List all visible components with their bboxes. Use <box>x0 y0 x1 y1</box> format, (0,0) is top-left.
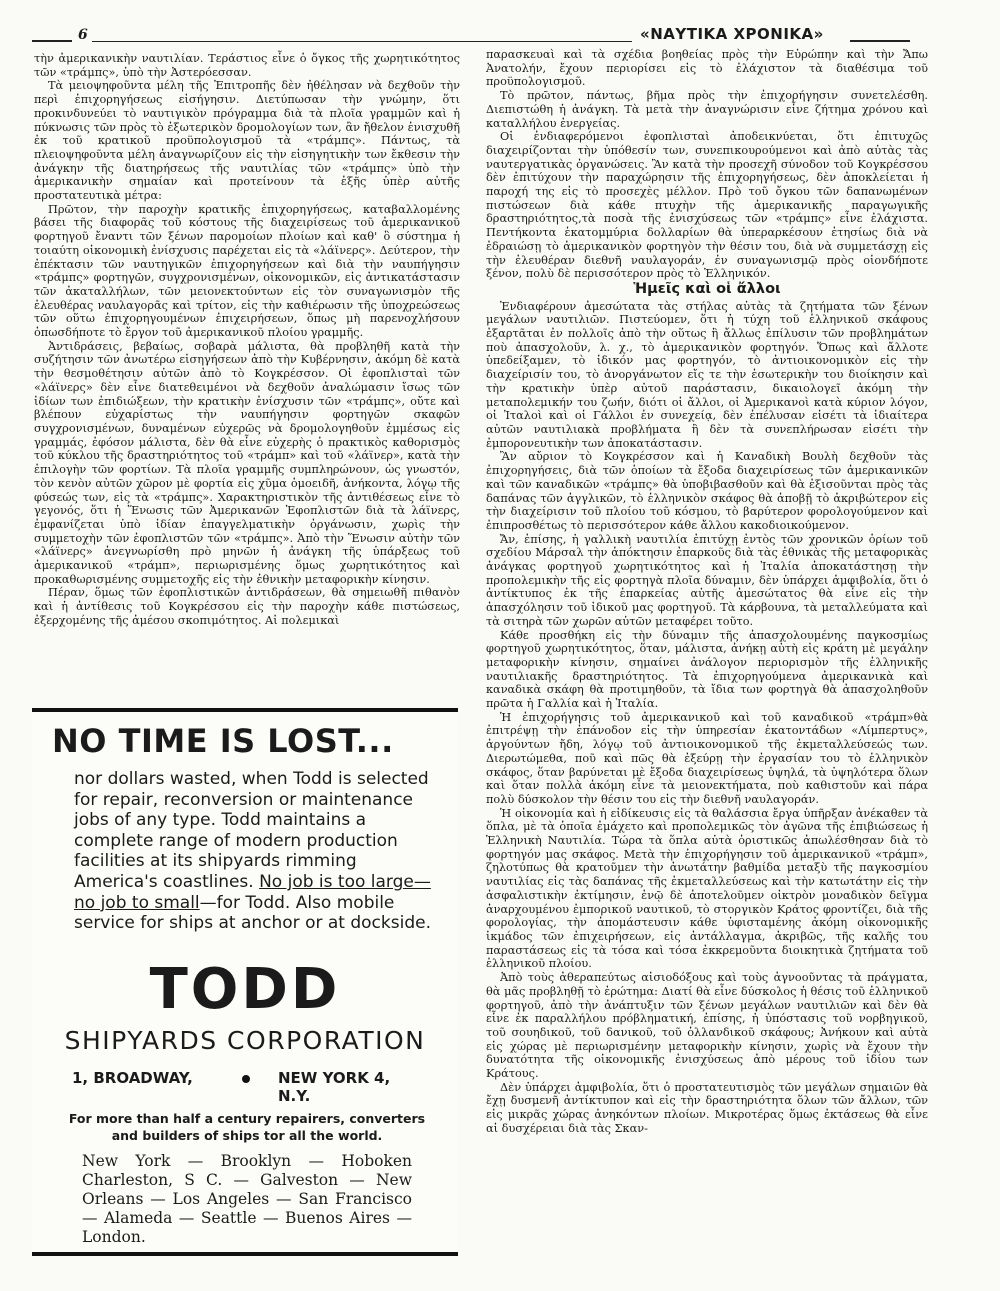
ad-company-name: SHIPYARDS CORPORATION <box>64 1026 426 1055</box>
article-paragraph: Τὸ πρῶτον, πάντως, βῆμα πρὸς τὴν ἐπιχορήγησιν συνετελέσθη. Διεπιστώθη ἡ ἀνάγκη. Τὰ μετὰ τὴν ἀναγνώρισιν εἶνε ζήτημα χρόνου καὶ καταλλήλου ἐνεργείας. <box>486 89 928 130</box>
ad-brand-logo: TODD <box>149 957 341 1022</box>
left-article-column <box>34 52 460 628</box>
section-heading: Ἡμεῖς καὶ οἱ ἄλλοι <box>633 280 781 297</box>
right-article-column <box>486 48 928 1136</box>
ad-headline: NO TIME IS LOST... <box>52 722 394 760</box>
header-rule-left-long <box>92 41 632 42</box>
magazine-title: «ΝΑΥΤΙΚΑ ΧΡΟΝΙΚΑ» <box>640 25 824 43</box>
article-paragraph: Ἡ ἐπιχορήγησις τοῦ ἀμερικανικοῦ καὶ τοῦ καναδικοῦ «τράμπ»θὰ ἐπιτρέψῃ τὴν ἐπάνοδον εἰς τὴν ὑπηρεσίαν ἑκατοντάδων «Λίμπερτυς», ἀργούντων ἤδη, λόγῳ τοῦ ἀντιοικονομικοῦ τῆς ἐκμεταλλεύσεώς των. Διερωτώμεθα, ποῦ καὶ πῶς θὰ ἐξεύρῃ τὴν ἐργασίαν του τὸ ἑλληνικὸν σκάφος, ὅταν βαρύνεται μὲ ἔξοδα διαχειρίσεως ὑψηλά, τὰ ὑψηλότερα ὅλων καὶ ὅταν πολλὰ ἀκόμη εἶνε τὰ μειονεκτήματα, ποὺ καθιστοῦν καὶ πάρα πολὺ δύσκολον τὴν θέσιν του εἰς τὴν διεθνῆ ναυλαγοράν. <box>486 710 928 806</box>
header-rule-right <box>850 40 910 42</box>
ad-tagline: For more than half a century repairers, converters and builders of ships tor all the world. <box>68 1111 426 1143</box>
article-paragraph: Ἡ οἰκονομία καὶ ἡ εἰδίκευσις εἰς τὰ θαλάσσια ἔργα ὑπῆρξαν ἀνέκαθεν τὰ ὅπλα, μὲ τὰ ὁποῖα ἐμάχετο καὶ προπολεμικῶς τὸν ἀγῶνα τῆς ἐπιβιώσεως ἡ Ἑλληνικὴ Ναυτιλία. Τώρα τὰ ὅπλα αὐτὰ ὁριστικῶς ἀπωλέσθησαν διὰ τὸ φορτηγόν μας σκάφος. Μετὰ τὴν ἐπιχορήγησιν τοῦ ἀμερικανικοῦ «τράμπ», ζηλοτύπως θὰ κρατοῦμεν τὴν ἀνωτάτην βαθμίδα μεταξὺ τῆς παγκοσμίου ναυτιλίας εἰς τὰς δαπάνας τῆς ἐκμεταλλεύσεως καὶ τὴν κατωτάτην εἰς τὴν ἀσφαλιστικὴν ἐκτίμησιν, ἐνῷ δὲ ἀποτελοῦμεν οἰκτρὸν μοναδικὸν δεῖγμα ἀναρχουμένου ἐμπορικοῦ ναυτικοῦ, τὸ στοργικὸν Κράτος φροντίζει, διὰ τῆς φορολογίας, τὴν ἀπομάστευσιν κάθε ὑφισταμένης ἀκόμη οἰκονομικῆς ἰκμάδος τῶν ἐπιχειρήσεων, εἰς ἀντάλλαγμα, ἀκριβῶς, τῆς καλῆς του παραστάσεως εἰς τὰ τόσα καὶ τόσα ἐκκρεμοῦντα διοικητικὰ ζητήματα τοῦ ἑλληνικοῦ πλοίου. <box>486 806 928 971</box>
ad-body-part2: —for Todd. Also mobile service for ships at anchor or at dockside. <box>74 892 431 934</box>
article-paragraph: παρασκευαὶ καὶ τὰ σχέδια βοηθείας πρὸς τὴν Εὐρώπην καὶ τὴν Ἄπω Ἀνατολήν, ἔχουν περιορίσει εἰς τὸ ἐλάχιστον τὰ διαθέσιμα τοῦ προϋπολογισμοῦ. <box>486 48 928 89</box>
article-paragraph: Ἐνδιαφέρουν ἀμεσώτατα τὰς στήλας αὐτὰς τὰ ζητήματα τῶν ξένων μεγάλων ναυτιλιῶν. Πιστεύομεν, ὅτι ἡ τύχη τοῦ ἑλληνικοῦ σκάφους ἐξαρτᾶται ἐν πολλοῖς ἀπὸ τὴν οὕτως ἢ ἄλλως ἐπίλυσιν τῶν προβλημάτων ποὺ ἀπασχολοῦν, λ. χ., τὸ ἀμερικανικὸν φορτηγόν. Ὅπως καὶ ἄλλοτε ὑπεδείξαμεν, τὸ ἰδικόν μας φορτηγόν, τὸ ἀντιοικονομικὸν εἰς τὴν διαχείρισίν του, τὸ ἀνοργάνωτον εἴς τε τὴν ἐσωτερικὴν του διοίκησιν καὶ τὴν κρατικὴν ὑπὲρ αὐτοῦ παράστασιν, δικαιολογεῖ ἀκόμη τὴν μεταπολεμικήν του ζωήν, διότι οἱ ἄλλοι, οἱ Ἀμερικανοὶ κατὰ κύριον λόγον, οἱ Ἰταλοὶ καὶ οἱ Γάλλοι ἐν συνεχείᾳ, δὲν ἐπέλυσαν εἰσέτι τὰ ἰδιαίτερα αὐτῶν ναυτιλιακὰ προβλήματα ἢ δὲν τὰ συνεπλήρωσαν εἰσέτι τὴν ἐμπορονευτικὴν των ἀποκατάστασιν. <box>486 299 928 450</box>
article-paragraph: Ἂν αὔριον τὸ Κογκρέσσον καὶ ἡ Καναδικὴ Βουλὴ δεχθοῦν τὰς ἐπιχορηγήσεις, διὰ τῶν ὁποίων τὰ ἔξοδα διαχειρίσεως τῶν ἀμερικανικῶν καὶ τῶν καναδικῶν «τράμπς» θὰ ὑποβιβασθοῦν καὶ θὰ ἐξισοῦνται πρὸς τὰς δαπάνας τῶν ἀγγλικῶν, τὸ ἑλληνικὸν σκάφος θὰ ἀποβῇ τὸ ἀκριβώτερον εἰς τὴν διαχείρισιν τοῦ πλοίου τοῦ κόσμου, τὸ βαρύτερον φορολογούμενον καὶ ἐπιπροσθέτως τὸ περισσότερον κάθε ἄλλου κακοδιοικούμενον. <box>486 450 928 532</box>
ad-address-city: NEW YORK 4, N.Y. <box>278 1069 391 1105</box>
article-paragraph: Ἄν, ἐπίσης, ἡ γαλλικὴ ναυτιλία ἐπιτύχῃ ἐντὸς τῶν χρονικῶν ὁρίων τοῦ σχεδίου Μάρσαλ τὴν ἀπόκτησιν ἐπαρκοῦς διὰ τὰς ἐθνικὰς τῆς μεταφορικὰς ἀνάγκας φορτηγοῦ χωρητικότητος καὶ ἡ Ἰταλία ἀποκατάστησῃ τὴν προπολεμικὴν τῆς εἰς φορτηγὰ πλοῖα δύναμιν, δὲν ὑπάρχει ἀμφιβολία, ὅτι ὁ ἀντίκτυπος ἐκ τῆς ἐπαρκείας αὐτῆς ἀμεσώτατος θὰ εἶνε εἰς τὴν ἀπασχόλησιν τοῦ ἰδικοῦ μας φορτηγοῦ. Τὰ κάρβουνα, τὰ μεταλλεύματα καὶ τὰ σιτηρὰ τῶν χωρῶν αὐτῶν μεταφέρει τοῦτο. <box>486 532 928 628</box>
page-number: 6 <box>78 27 88 43</box>
article-paragraph: Πέραν, ὅμως τῶν ἐφοπλιστικῶν ἀντιδράσεων, θὰ σημειωθῆ πιθανὸν καὶ ἡ ἀντίθεσις τοῦ Κογκρέσσου εἰς τὴν παροχὴν κάθε πιστώσεως, ἐξερχομένης τῆς ἀμέσου σκοπιμότητος. Αἱ πολεμικαὶ <box>34 586 460 627</box>
article-paragraph: Οἱ ἐνδιαφερόμενοι ἐφοπλισταὶ ἀποδεικνύεται, ὅτι ἐπιτυχῶς διαχειρίζονται τὴν ὑπόθεσίν των, συνεπικουρούμενοι καὶ ἀπὸ αὐτὰς τὰς ναυτεργατικὰς ὀργανώσεις. Ἂν κατὰ τὴν προσεχῆ σύνοδον τοῦ Κογκρέσσου δὲν ἐπιτύχουν τὴν παραχώρησιν τῆς ἐπιχορηγήσεως, δὲν ἀποκλείεται ἡ παροχή της εἰς τὸ προσεχὲς μέλλον. Πρὸ τοῦ ὄγκου τῶν δαπανωμένων πιστώσεων διὰ κάθε πτυχὴν τῆς ἀμερικανικῆς παραγωγικῆς δραστηριότητος,τὰ ποσὰ τῆς ἐνισχύσεως τῶν «τράμπς» εἶνε ἐλάχιστα. Πεντήκοντα ἑκατομμύρια δολλαρίων θὰ ὑπεραρκέσουν ἐτησίως διὰ νὰ ἑδραιώσῃ τὸ ἀμερικανικὸν φορτηγὸν τὴν θέσιν του, διὰ νὰ συμμετάσχῃ εἰς τὴν ἐλευθέραν διεθνῆ ναυλαγοράν, ἐν συναγωνισμῷ πρὸς οἱονδήποτε ξένον, πολὺ δὲ περισσότερον πρὸς τὸ Ἑλληνικόν. <box>486 130 928 281</box>
article-paragraph: Ἀντιδράσεις, βεβαίως, σοβαρὰ μάλιστα, θὰ προβληθῆ κατὰ τὴν συζήτησιν τῶν ἀνωτέρω εἰσηγήσεων ἀπὸ τὴν Κυβέρνησιν, ἀκόμη δὲ κατὰ τὴν θεσμοθέτησιν αὐτῶν ἀπὸ τὸ Κογκρέσσον. Οἱ ἐφοπλισταὶ τῶν «λάϊνερς» δὲν εἶνε διατεθειμένοι νὰ δεχθοῦν ἀναλώμασιν ἴσως τῶν ἰδίων των ἐπιδιώξεων, τὴν κρατικὴν ἐνίσχυσιν τῶν «τράμπς», οὔτε καὶ βλέπουν εὐχαρίστως τὴν ναυπήγησιν φορτηγῶν σκαφῶν συγχρονισμένων, δυναμένων εὐχερῶς νὰ δρομολογηθοῦν ἐμμέσως εἰς γραμμάς, ἐφόσον μάλιστα, δὲν θὰ εἶνε εὐχερὴς ὁ πρακτικὸς καθορισμὸς τοῦ κύκλου τῆς δραστηριότητος τοῦ «τράμπ» καὶ τοῦ «λάϊνερ», κατὰ τὴν ἐπιλογὴν τῶν φορτίων. Τὰ πλοῖα γραμμῆς συμπληρώνουν, ὡς γνωστόν, τὸν κενὸν αὐτῶν χῶρον μὲ φορτία εἰς χῦμα ὁμοειδῆ, ἀνήκοντα, λόγῳ τῆς φύσεώς των, εἰς τὰ «τράμπς». Χαρακτηριστικὸν τῆς ἀντιθέσεως εἶνε τὸ γεγονός, ὅτι ἡ Ἕνωσις τῶν Ἀμερικανῶν Ἐφοπλιστῶν διὰ τὰ λάϊνερς, ἐμφανίζεται ὑπὸ ἰδίαν ἐπαγγελματικὴν ὀργάνωσιν, χωρὶς τὴν συμμετοχὴν τῶν ἐφοπλιστῶν τῶν «τράμπς». Ἀπὸ τὴν Ἕνωσιν αὐτὴν τῶν «λάϊνερς» ἀνεγνωρίσθη πρὸ μηνῶν ἡ ἀνάγκη τῆς ὑπάρξεως τοῦ ἀμερικανικοῦ «τράμπ», περιωρισμένης ὅμως χωρητικότητος καὶ προκαθωρισμένης συμμετοχῆς εἰς τὴν ἐθνικὴν μεταφορικὴν κίνησιν. <box>34 339 460 586</box>
ad-address-street: 1, BROADWAY, <box>72 1069 193 1087</box>
article-paragraph: Ἀπὸ τοὺς ἀθεραπεύτως αἰσιοδόξους καὶ τοὺς ἀγνοοῦντας τὰ πράγματα, θὰ μᾶς προβληθῇ τὸ ἐρώτημα: Διατί θὰ εἶνε δύσκολος ἡ θέσις τοῦ ἑλληνικοῦ φορτηγοῦ, ἀπὸ τὴν ἀνάπτυξιν τῶν ξένων μεγάλων ναυτιλιῶν καὶ δὲν θὰ εἶνε ἐκ παραλλήλου πρόβληματική, ἐπίσης, ἡ ὑπόστασις τοῦ νορβηγικοῦ, τοῦ σουηδικοῦ, τοῦ δανικοῦ, τοῦ ὁλλανδικοῦ σκάφους; Ἀνήκουν καὶ αὐτὰ εἰς χώρας μὲ περιωρισμένην μεταφορικὴν κίνησιν, χωρὶς νὰ ἔχουν τὴν δυνατότητα τῆς οἰκονομικῆς ἐνισχύσεως ἀπὸ μέρους τοῦ ἰδίου των Κράτους. <box>486 971 928 1081</box>
bullet-dot-icon <box>242 1075 250 1083</box>
article-paragraph: Πρῶτον, τὴν παροχὴν κρατικῆς ἐπιχορηγήσεως, καταβαλλομένης βάσει τῆς διαφορᾶς τοῦ κόστους τῆς διαχειρίσεως τοῦ ἀμερικανικοῦ φορτηγοῦ ἔναντι τῶν ξένων παρομοίων πλοίων καὶ καθ' ὃ σύστημα ἡ τοιαύτη οἰκονομικὴ ἐνίσχυσις παρέχεται εἰς τὰ «λάϊνερς». Δεύτερον, τὴν ἐπέκτασιν τῶν ναυτηγικῶν ἐπιχορηγήσεων καὶ διὰ τὴν ναυπήγησιν «τράμπς» φορτηγῶν, συγχρονισμένων, οἰκονομικῶν, εἰς ἀντικατάστασιν τῶν ἀκαταλλήλων, τῶν μειονεκτούντων εἰς τὸν συναγωνισμὸν τῆς ἐλευθέρας ναυλαγορᾶς καὶ τρίτον, εἰς τὴν καθιέρωσιν τῆς ὑποχρεώσεως τῶν οὕτω ἐπιχορηγουμένων ἐπιχειρήσεων, ὅπως μὴ παρενοχλήσουν ὁπωσδήποτε τὸ ἔργον τοῦ ἀμερικανικοῦ πλοίου γραμμῆς. <box>34 202 460 340</box>
todd-shipyards-advertisement <box>32 708 458 1256</box>
article-paragraph: Δὲν ὑπάρχει ἀμφιβολία, ὅτι ὁ προστατευτισμὸς τῶν μεγάλων σημαιῶν θὰ ἔχῃ δυσμενῆ ἀντίκτυπον καὶ εἰς τὴν δραστηριότητα ὅλων τῶν ἄλλων, τῶν εἰς μικρᾶς χώρας ἀνηκόντων πλοίων. Μικροτέρας ὅμως ἐκτάσεως θὰ εἶνε αἱ δυσχέρειαι διὰ τὰς Σκαν- <box>486 1080 928 1135</box>
ad-body-part1: nor dollars wasted, when Todd is selected for repair, reconversion or maintenance jobs of any type. Todd maintains a complete range of modern production facilities at its shipyards rimming America's coastlines. <box>74 769 429 892</box>
ad-body-underlined: No job is too large—no job to small <box>74 871 431 913</box>
article-paragraph: Κάθε προσθήκη εἰς τὴν δύναμιν τῆς ἀπασχολουμένης παγκοσμίως φορτηγοῦ χωρητικότητος, ὅταν, μάλιστα, ἀνήκῃ αὐτὴ εἰς κράτη μὲ μεγάλην μεταφορικὴν κίνησιν, σημαίνει ἀνάλογον περιορισμὸν τῆς ἑλληνικῆς ναυτιλιακῆς δραστηριότητος. Τὰ ἐπιχορηγούμενα ἀμερικανικὰ καὶ καναδικὰ σκάφη θὰ προτιμηθοῦν, τὰ ἴδια των φορτηγὰ θὰ ἀπασχοληθοῦν πρῶτα ἡ Γαλλία καὶ ἡ Ἰταλία. <box>486 628 928 711</box>
ad-cities-list: New York — Brooklyn — Hoboken Charleston, S C. — Galveston — New Orleans — Los Angeles — San Francisco — Alameda — Seattle — Buenos Aires — London. <box>82 1152 412 1246</box>
header-rule-left-short <box>32 40 72 42</box>
article-paragraph: Τὰ μειοψηφοῦντα μέλη τῆς Ἐπιτροπῆς δὲν ἠθέλησαν νὰ δεχθοῦν τὴν περὶ ἐπιχορηγήσεως εἰσήγησιν. Διετύπωσαν τὴν γνώμην, ὅτι προκινδυνεύει τὸ ναυτιγικὸν πρόγραμμα διὰ τὰ πλοῖα γραμμῶν καὶ ἡ πύκνωσις τῶν πρὸς τὸ ἐξωτερικὸν δρομολογίων των, ἂν ἤθελον ἐνισχυθῆ ἐκ τοῦ κρατικοῦ προϋπολογισμοῦ τὰ «τράμπς». Πάντως, τὰ πλειοψηφοῦντα μέλη ἀναγνωρίζουν εἰς τὴν εἰσηγητικὴν των ἔκθεσιν τὴν ἀνάγκην τῆς διατηρήσεως τῆς ναυτιλίας τῶν «τράμπς» ὑπὸ τὴν ἀμερικανικὴν σημαίαν καὶ προτείνουν τὰ ἑξῆς ὑπὲρ αὐτῆς προστατευτικὰ μέτρα: <box>34 79 460 203</box>
ad-body-text <box>74 769 444 934</box>
article-paragraph: τὴν ἀμερικανικὴν ναυτιλίαν. Τεράστιος εἶνε ὁ ὄγκος τῆς χωρητικότητος τῶν «τράμπς», ὑπὸ τὴν Ἀστερόεσσαν. <box>34 52 460 79</box>
